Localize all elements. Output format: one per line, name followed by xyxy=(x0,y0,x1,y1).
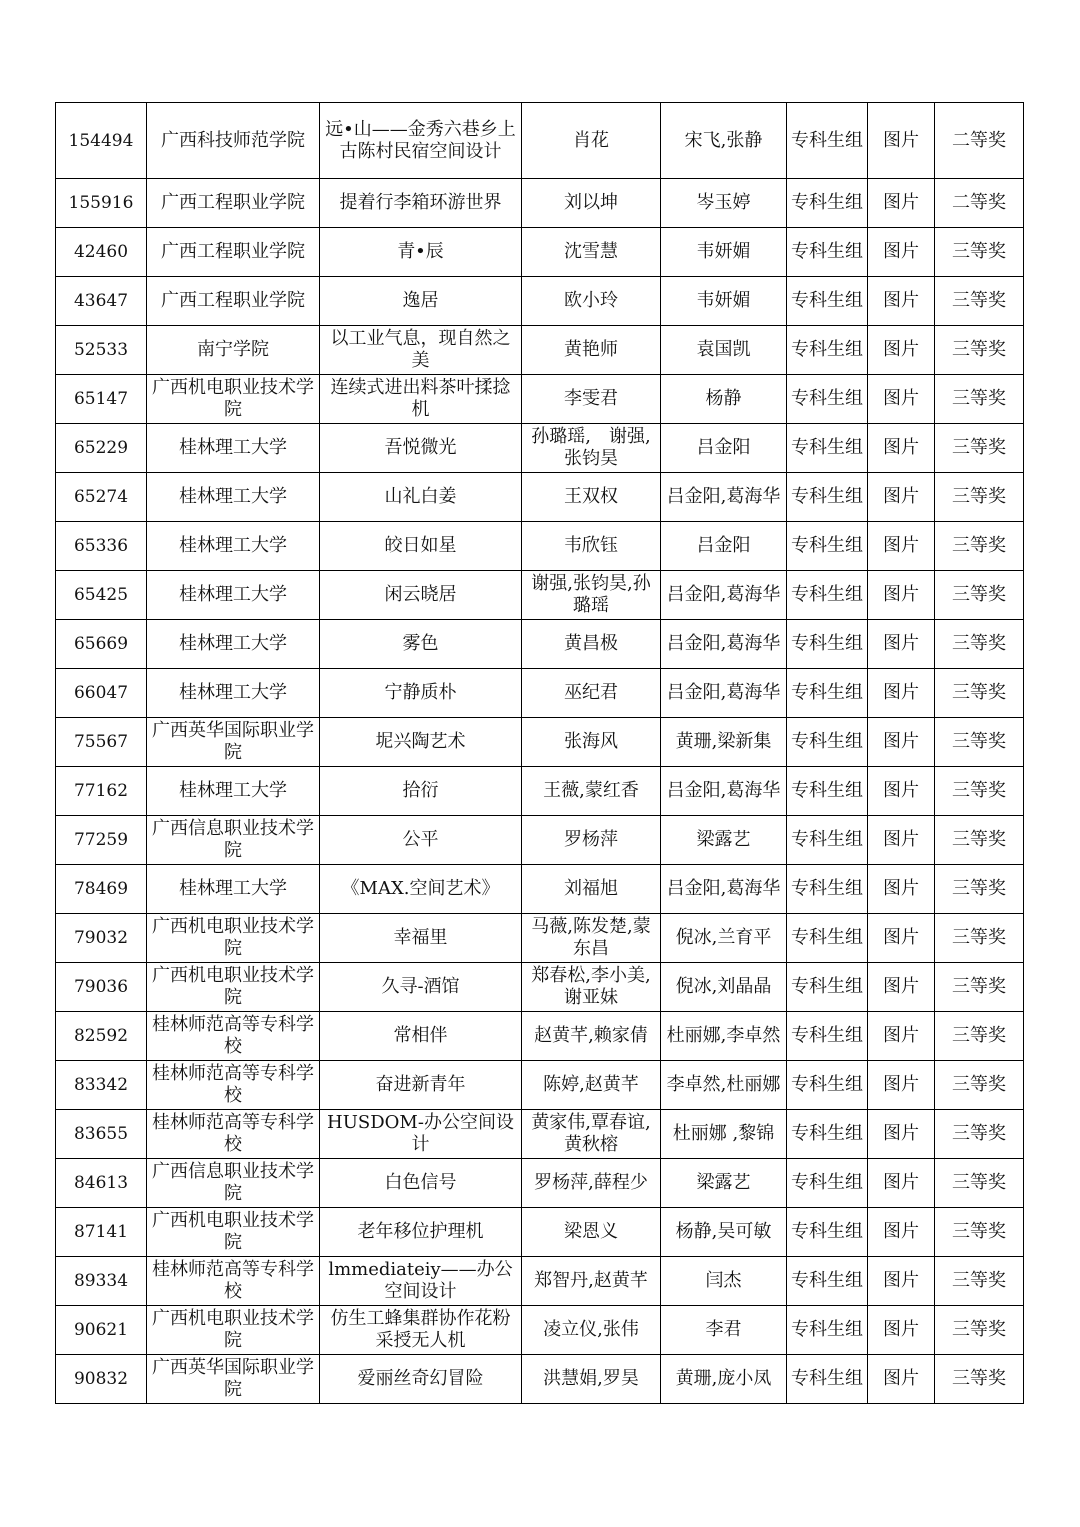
table-row xyxy=(56,326,1024,375)
authors-cell: 刘福旭 xyxy=(522,865,661,914)
advisors-cell: 韦妍媚 xyxy=(661,277,787,326)
authors-cell: 孙璐瑶, 谢强,张钧昊 xyxy=(522,424,661,473)
group-cell: 专科生组 xyxy=(787,620,868,669)
work-title-cell: 公平 xyxy=(320,816,522,865)
advisors-cell: 吕金阳,葛海华 xyxy=(661,473,787,522)
group-cell: 专科生组 xyxy=(787,1061,868,1110)
work-title-cell: 仿生工蜂集群协作花粉采授无人机 xyxy=(320,1306,522,1355)
entry-id-cell: 65274 xyxy=(56,473,147,522)
advisors-cell: 宋飞,张静 xyxy=(661,103,787,179)
category-cell: 图片 xyxy=(868,1355,935,1404)
advisors-cell: 黄珊,梁新集 xyxy=(661,718,787,767)
authors-cell: 郑春松,李小美,谢亚妹 xyxy=(522,963,661,1012)
work-title-cell: 白色信号 xyxy=(320,1159,522,1208)
category-cell: 图片 xyxy=(868,1306,935,1355)
work-title-cell: 雾色 xyxy=(320,620,522,669)
table-row xyxy=(56,1110,1024,1159)
table-row xyxy=(56,179,1024,228)
group-cell: 专科生组 xyxy=(787,1110,868,1159)
entry-id-cell: 83655 xyxy=(56,1110,147,1159)
advisors-cell: 吕金阳 xyxy=(661,522,787,571)
group-cell: 专科生组 xyxy=(787,103,868,179)
table-row xyxy=(56,1355,1024,1404)
school-cell: 广西英华国际职业学院 xyxy=(147,1355,320,1404)
school-cell: 桂林师范高等专科学校 xyxy=(147,1012,320,1061)
group-cell: 专科生组 xyxy=(787,1355,868,1404)
group-cell: 专科生组 xyxy=(787,179,868,228)
table-row xyxy=(56,767,1024,816)
table-row xyxy=(56,1208,1024,1257)
work-title-cell: HUSDOM-办公空间设计 xyxy=(320,1110,522,1159)
table-row xyxy=(56,103,1024,179)
award-cell: 三等奖 xyxy=(935,277,1024,326)
authors-cell: 梁恩义 xyxy=(522,1208,661,1257)
work-title-cell: 奋进新青年 xyxy=(320,1061,522,1110)
category-cell: 图片 xyxy=(868,277,935,326)
table-row xyxy=(56,1306,1024,1355)
entry-id-cell: 65669 xyxy=(56,620,147,669)
entry-id-cell: 155916 xyxy=(56,179,147,228)
entry-id-cell: 65229 xyxy=(56,424,147,473)
advisors-cell: 吕金阳,葛海华 xyxy=(661,669,787,718)
category-cell: 图片 xyxy=(868,620,935,669)
advisors-cell: 梁露艺 xyxy=(661,816,787,865)
advisors-cell: 杨静 xyxy=(661,375,787,424)
table-row xyxy=(56,1012,1024,1061)
work-title-cell: 远•山——金秀六巷乡上古陈村民宿空间设计 xyxy=(320,103,522,179)
group-cell: 专科生组 xyxy=(787,816,868,865)
group-cell: 专科生组 xyxy=(787,963,868,1012)
group-cell: 专科生组 xyxy=(787,669,868,718)
advisors-cell: 吕金阳,葛海华 xyxy=(661,571,787,620)
group-cell: 专科生组 xyxy=(787,1208,868,1257)
authors-cell: 黄家伟,覃春谊,黄秋榕 xyxy=(522,1110,661,1159)
entry-id-cell: 84613 xyxy=(56,1159,147,1208)
school-cell: 广西机电职业技术学院 xyxy=(147,1306,320,1355)
work-title-cell: 逸居 xyxy=(320,277,522,326)
entry-id-cell: 77162 xyxy=(56,767,147,816)
advisors-cell: 吕金阳,葛海华 xyxy=(661,865,787,914)
award-cell: 三等奖 xyxy=(935,1159,1024,1208)
table-row xyxy=(56,865,1024,914)
category-cell: 图片 xyxy=(868,571,935,620)
category-cell: 图片 xyxy=(868,228,935,277)
authors-cell: 洪慧娟,罗昊 xyxy=(522,1355,661,1404)
group-cell: 专科生组 xyxy=(787,424,868,473)
advisors-cell: 倪冰,刘晶晶 xyxy=(661,963,787,1012)
award-cell: 二等奖 xyxy=(935,179,1024,228)
entry-id-cell: 65425 xyxy=(56,571,147,620)
category-cell: 图片 xyxy=(868,375,935,424)
school-cell: 桂林理工大学 xyxy=(147,522,320,571)
authors-cell: 刘以坤 xyxy=(522,179,661,228)
entry-id-cell: 66047 xyxy=(56,669,147,718)
category-cell: 图片 xyxy=(868,816,935,865)
school-cell: 桂林理工大学 xyxy=(147,865,320,914)
award-cell: 三等奖 xyxy=(935,1110,1024,1159)
award-cell: 三等奖 xyxy=(935,228,1024,277)
school-cell: 广西工程职业学院 xyxy=(147,228,320,277)
entry-id-cell: 89334 xyxy=(56,1257,147,1306)
advisors-cell: 黄珊,庞小凤 xyxy=(661,1355,787,1404)
authors-cell: 凌立仪,张伟 xyxy=(522,1306,661,1355)
work-title-cell: 皎日如星 xyxy=(320,522,522,571)
work-title-cell: 连续式进出料茶叶揉捻机 xyxy=(320,375,522,424)
work-title-cell: lmmediateiy——办公空间设计 xyxy=(320,1257,522,1306)
table-row xyxy=(56,473,1024,522)
table-row xyxy=(56,1257,1024,1306)
authors-cell: 郑智丹,赵黄芊 xyxy=(522,1257,661,1306)
entry-id-cell: 52533 xyxy=(56,326,147,375)
entry-id-cell: 78469 xyxy=(56,865,147,914)
advisors-cell: 袁国凯 xyxy=(661,326,787,375)
category-cell: 图片 xyxy=(868,326,935,375)
entry-id-cell: 42460 xyxy=(56,228,147,277)
authors-cell: 王薇,蒙红香 xyxy=(522,767,661,816)
authors-cell: 王双权 xyxy=(522,473,661,522)
table-row xyxy=(56,1159,1024,1208)
category-cell: 图片 xyxy=(868,914,935,963)
award-cell: 三等奖 xyxy=(935,767,1024,816)
category-cell: 图片 xyxy=(868,522,935,571)
category-cell: 图片 xyxy=(868,1159,935,1208)
work-title-cell: 《MAX.空间艺术》 xyxy=(320,865,522,914)
school-cell: 桂林理工大学 xyxy=(147,424,320,473)
table-row xyxy=(56,375,1024,424)
authors-cell: 沈雪慧 xyxy=(522,228,661,277)
authors-cell: 罗杨萍,薛程少 xyxy=(522,1159,661,1208)
entry-id-cell: 83342 xyxy=(56,1061,147,1110)
work-title-cell: 宁静质朴 xyxy=(320,669,522,718)
school-cell: 桂林师范高等专科学校 xyxy=(147,1061,320,1110)
advisors-cell: 岑玉婷 xyxy=(661,179,787,228)
advisors-cell: 梁露艺 xyxy=(661,1159,787,1208)
group-cell: 专科生组 xyxy=(787,865,868,914)
group-cell: 专科生组 xyxy=(787,473,868,522)
table-row xyxy=(56,228,1024,277)
work-title-cell: 久寻-酒馆 xyxy=(320,963,522,1012)
category-cell: 图片 xyxy=(868,1257,935,1306)
entry-id-cell: 65147 xyxy=(56,375,147,424)
advisors-cell: 李卓然,杜丽娜 xyxy=(661,1061,787,1110)
group-cell: 专科生组 xyxy=(787,914,868,963)
award-cell: 三等奖 xyxy=(935,620,1024,669)
work-title-cell: 常相伴 xyxy=(320,1012,522,1061)
school-cell: 南宁学院 xyxy=(147,326,320,375)
entry-id-cell: 82592 xyxy=(56,1012,147,1061)
authors-cell: 肖花 xyxy=(522,103,661,179)
award-cell: 三等奖 xyxy=(935,424,1024,473)
work-title-cell: 以工业气息，现自然之美 xyxy=(320,326,522,375)
authors-cell: 黄艳师 xyxy=(522,326,661,375)
table-row xyxy=(56,522,1024,571)
award-cell: 三等奖 xyxy=(935,1012,1024,1061)
school-cell: 广西机电职业技术学院 xyxy=(147,914,320,963)
award-cell: 三等奖 xyxy=(935,1208,1024,1257)
award-cell: 三等奖 xyxy=(935,816,1024,865)
group-cell: 专科生组 xyxy=(787,522,868,571)
work-title-cell: 坭兴陶艺术 xyxy=(320,718,522,767)
award-cell: 三等奖 xyxy=(935,326,1024,375)
school-cell: 广西机电职业技术学院 xyxy=(147,375,320,424)
group-cell: 专科生组 xyxy=(787,1257,868,1306)
entry-id-cell: 79036 xyxy=(56,963,147,1012)
authors-cell: 欧小玲 xyxy=(522,277,661,326)
category-cell: 图片 xyxy=(868,473,935,522)
table-row xyxy=(56,718,1024,767)
authors-cell: 赵黄芊,赖家倩 xyxy=(522,1012,661,1061)
school-cell: 广西机电职业技术学院 xyxy=(147,1208,320,1257)
advisors-cell: 杜丽娜 ,黎锦 xyxy=(661,1110,787,1159)
entry-id-cell: 65336 xyxy=(56,522,147,571)
entry-id-cell: 90621 xyxy=(56,1306,147,1355)
authors-cell: 巫纪君 xyxy=(522,669,661,718)
advisors-cell: 李君 xyxy=(661,1306,787,1355)
category-cell: 图片 xyxy=(868,865,935,914)
group-cell: 专科生组 xyxy=(787,767,868,816)
entry-id-cell: 154494 xyxy=(56,103,147,179)
category-cell: 图片 xyxy=(868,669,935,718)
table-row xyxy=(56,620,1024,669)
work-title-cell: 提着行李箱环游世界 xyxy=(320,179,522,228)
award-cell: 三等奖 xyxy=(935,1257,1024,1306)
school-cell: 广西机电职业技术学院 xyxy=(147,963,320,1012)
award-cell: 三等奖 xyxy=(935,963,1024,1012)
advisors-cell: 闫杰 xyxy=(661,1257,787,1306)
award-cell: 三等奖 xyxy=(935,718,1024,767)
category-cell: 图片 xyxy=(868,1012,935,1061)
school-cell: 桂林师范高等专科学校 xyxy=(147,1257,320,1306)
category-cell: 图片 xyxy=(868,103,935,179)
group-cell: 专科生组 xyxy=(787,375,868,424)
group-cell: 专科生组 xyxy=(787,1159,868,1208)
group-cell: 专科生组 xyxy=(787,277,868,326)
entry-id-cell: 87141 xyxy=(56,1208,147,1257)
entry-id-cell: 75567 xyxy=(56,718,147,767)
category-cell: 图片 xyxy=(868,179,935,228)
advisors-cell: 吕金阳 xyxy=(661,424,787,473)
table-row xyxy=(56,963,1024,1012)
advisors-cell: 杨静,吴可敏 xyxy=(661,1208,787,1257)
school-cell: 广西信息职业技术学院 xyxy=(147,1159,320,1208)
school-cell: 桂林理工大学 xyxy=(147,767,320,816)
category-cell: 图片 xyxy=(868,1061,935,1110)
award-cell: 三等奖 xyxy=(935,669,1024,718)
school-cell: 桂林理工大学 xyxy=(147,571,320,620)
group-cell: 专科生组 xyxy=(787,326,868,375)
school-cell: 广西科技师范学院 xyxy=(147,103,320,179)
work-title-cell: 青•辰 xyxy=(320,228,522,277)
work-title-cell: 幸福里 xyxy=(320,914,522,963)
school-cell: 广西工程职业学院 xyxy=(147,179,320,228)
category-cell: 图片 xyxy=(868,767,935,816)
table-row xyxy=(56,816,1024,865)
award-cell: 三等奖 xyxy=(935,865,1024,914)
school-cell: 桂林理工大学 xyxy=(147,473,320,522)
table-row xyxy=(56,669,1024,718)
entry-id-cell: 90832 xyxy=(56,1355,147,1404)
table-row xyxy=(56,914,1024,963)
advisors-cell: 杜丽娜,李卓然 xyxy=(661,1012,787,1061)
group-cell: 专科生组 xyxy=(787,718,868,767)
work-title-cell: 老年移位护理机 xyxy=(320,1208,522,1257)
authors-cell: 谢强,张钧昊,孙璐瑶 xyxy=(522,571,661,620)
award-cell: 三等奖 xyxy=(935,1061,1024,1110)
entry-id-cell: 79032 xyxy=(56,914,147,963)
work-title-cell: 吾悦微光 xyxy=(320,424,522,473)
school-cell: 广西信息职业技术学院 xyxy=(147,816,320,865)
group-cell: 专科生组 xyxy=(787,571,868,620)
category-cell: 图片 xyxy=(868,963,935,1012)
authors-cell: 罗杨萍 xyxy=(522,816,661,865)
authors-cell: 马薇,陈发楚,蒙东昌 xyxy=(522,914,661,963)
table-row xyxy=(56,571,1024,620)
group-cell: 专科生组 xyxy=(787,1306,868,1355)
group-cell: 专科生组 xyxy=(787,1012,868,1061)
awards-table xyxy=(55,102,1024,1404)
award-cell: 三等奖 xyxy=(935,914,1024,963)
award-cell: 三等奖 xyxy=(935,1306,1024,1355)
authors-cell: 黄昌极 xyxy=(522,620,661,669)
award-cell: 三等奖 xyxy=(935,473,1024,522)
award-cell: 二等奖 xyxy=(935,103,1024,179)
advisors-cell: 倪冰,兰育平 xyxy=(661,914,787,963)
table-row xyxy=(56,424,1024,473)
category-cell: 图片 xyxy=(868,718,935,767)
group-cell: 专科生组 xyxy=(787,228,868,277)
advisors-cell: 吕金阳,葛海华 xyxy=(661,767,787,816)
school-cell: 广西英华国际职业学院 xyxy=(147,718,320,767)
award-cell: 三等奖 xyxy=(935,375,1024,424)
advisors-cell: 韦妍媚 xyxy=(661,228,787,277)
authors-cell: 陈婷,赵黄芊 xyxy=(522,1061,661,1110)
authors-cell: 张海风 xyxy=(522,718,661,767)
work-title-cell: 拾衍 xyxy=(320,767,522,816)
category-cell: 图片 xyxy=(868,424,935,473)
school-cell: 桂林师范高等专科学校 xyxy=(147,1110,320,1159)
entry-id-cell: 77259 xyxy=(56,816,147,865)
category-cell: 图片 xyxy=(868,1110,935,1159)
authors-cell: 韦欣钰 xyxy=(522,522,661,571)
work-title-cell: 爱丽丝奇幻冒险 xyxy=(320,1355,522,1404)
entry-id-cell: 43647 xyxy=(56,277,147,326)
category-cell: 图片 xyxy=(868,1208,935,1257)
authors-cell: 李雯君 xyxy=(522,375,661,424)
school-cell: 广西工程职业学院 xyxy=(147,277,320,326)
award-cell: 三等奖 xyxy=(935,1355,1024,1404)
award-cell: 三等奖 xyxy=(935,522,1024,571)
school-cell: 桂林理工大学 xyxy=(147,669,320,718)
table-row xyxy=(56,1061,1024,1110)
advisors-cell: 吕金阳,葛海华 xyxy=(661,620,787,669)
table-row xyxy=(56,277,1024,326)
award-cell: 三等奖 xyxy=(935,571,1024,620)
work-title-cell: 闲云晓居 xyxy=(320,571,522,620)
school-cell: 桂林理工大学 xyxy=(147,620,320,669)
work-title-cell: 山礼白姜 xyxy=(320,473,522,522)
